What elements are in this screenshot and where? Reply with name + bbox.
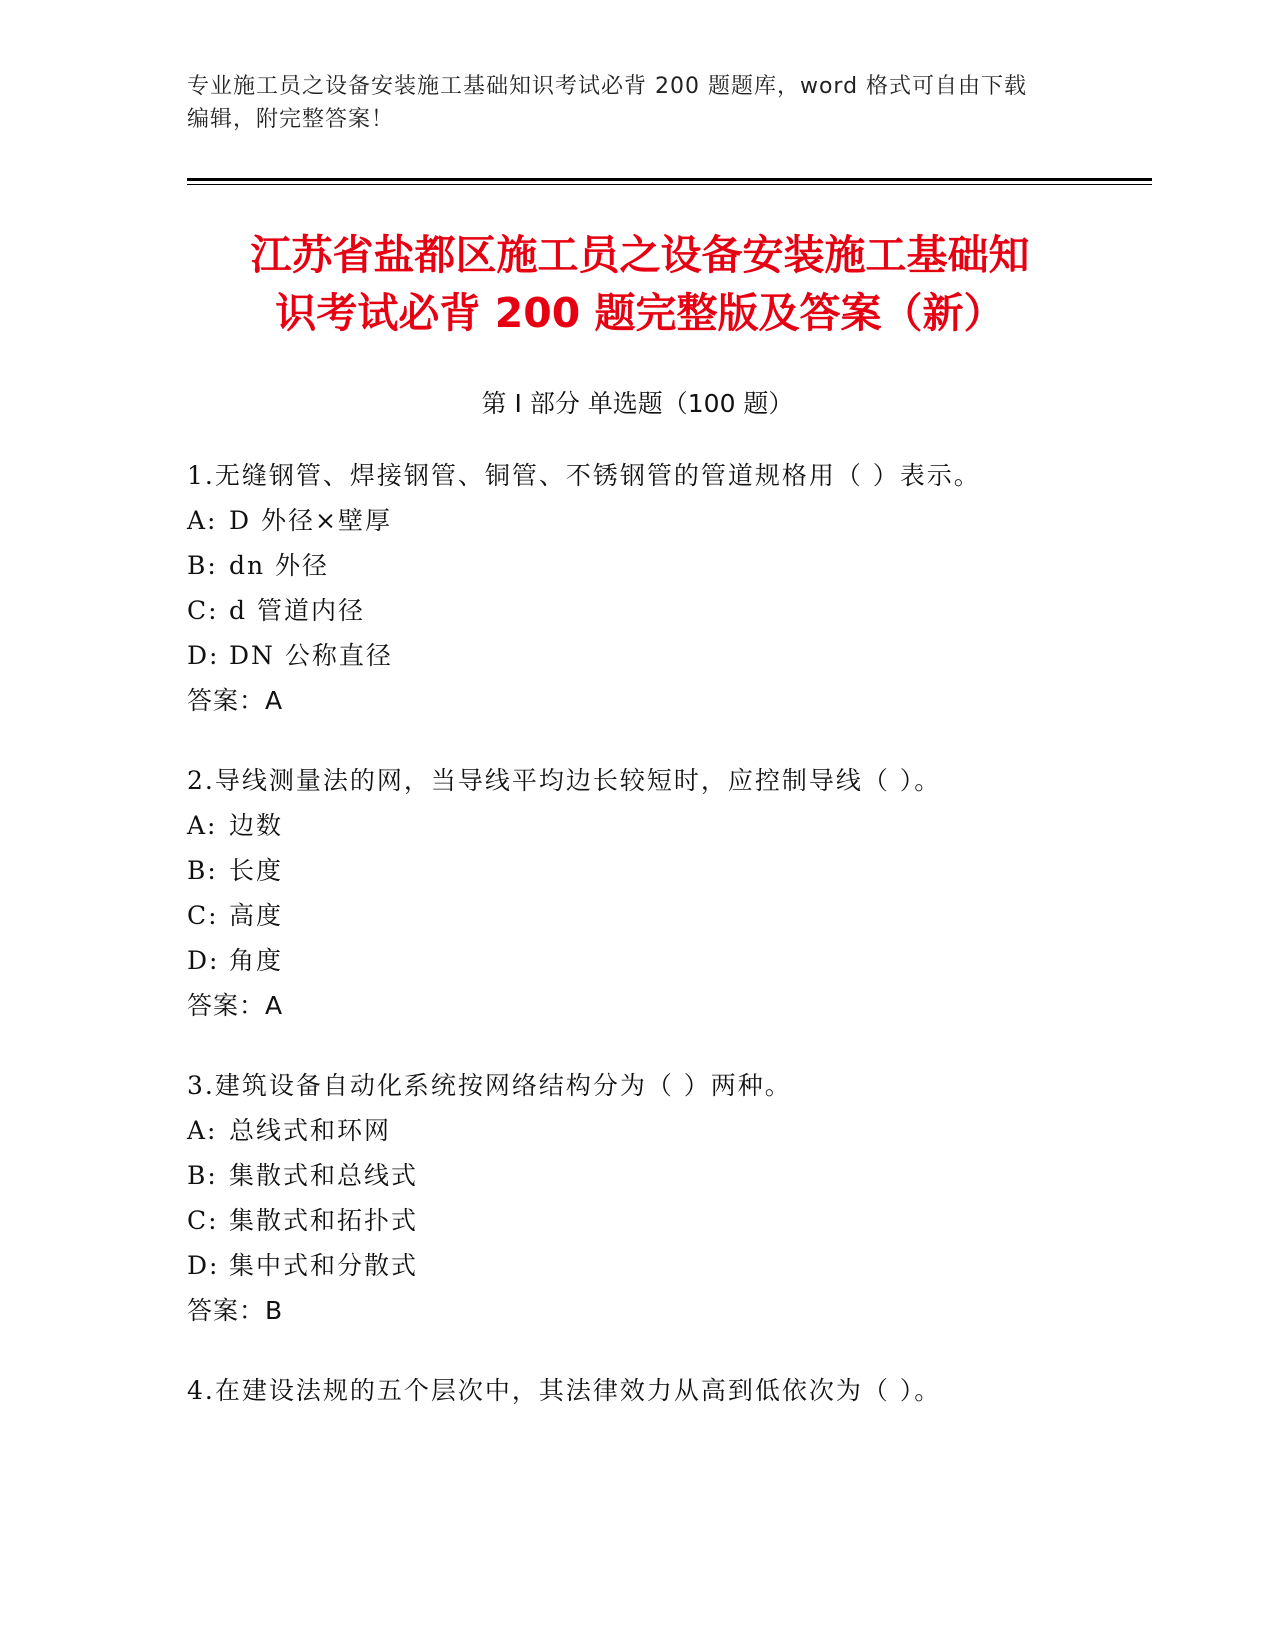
option-key: A: (187, 506, 218, 535)
answer: 答案：A (187, 686, 284, 715)
option-key: A: (187, 1116, 218, 1145)
option-b (187, 848, 1147, 893)
option-a (187, 1108, 1147, 1153)
option-d (187, 938, 1147, 983)
option-text: 集散式和拓扑式 (229, 1206, 419, 1235)
question-4 (187, 1368, 1147, 1413)
option-c (187, 1198, 1147, 1243)
option-text: 长度 (229, 856, 284, 885)
header-divider-thick (187, 178, 1152, 181)
option-key: D: (187, 1251, 220, 1280)
question-3 (187, 1063, 1147, 1333)
section-title: 第 I 部分 单选题（100 题） (481, 389, 794, 418)
option-text: 高度 (229, 901, 284, 930)
answer: 答案：A (187, 991, 284, 1020)
answer: 答案：B (187, 1296, 284, 1325)
option-key: D: (187, 946, 220, 975)
header-note-line-1: 专业施工员之设备安装施工基础知识考试必背 200 题题库，word 格式可自由下载 (187, 74, 1028, 99)
option-d (187, 1243, 1147, 1288)
option-key: C: (187, 1206, 219, 1235)
document-title-line-2: 识考试必背 200 题完整版及答案（新） (275, 289, 1005, 337)
option-text: D 外径×壁厚 (229, 506, 392, 535)
option-key: D: (187, 641, 220, 670)
question-1 (187, 453, 1147, 723)
option-text: 集散式和总线式 (229, 1161, 419, 1190)
option-key: B: (187, 856, 218, 885)
header-divider-thin (187, 184, 1152, 185)
header-note-line-2: 编辑，附完整答案！ (187, 107, 395, 132)
document-title (140, 226, 1140, 342)
option-b (187, 543, 1147, 588)
option-text: d 管道内径 (229, 596, 365, 625)
option-text: 集中式和分散式 (229, 1251, 419, 1280)
option-text: dn 外径 (229, 551, 330, 580)
option-key: C: (187, 901, 219, 930)
option-key: A: (187, 811, 218, 840)
option-a (187, 803, 1147, 848)
option-c (187, 588, 1147, 633)
option-key: B: (187, 551, 218, 580)
option-b (187, 1153, 1147, 1198)
option-c (187, 893, 1147, 938)
question-stem: 2.导线测量法的网，当导线平均边长较短时，应控制导线（ ）。 (187, 766, 942, 795)
option-text: 边数 (229, 811, 284, 840)
document-title-line-1: 江苏省盐都区施工员之设备安装施工基础知 (250, 231, 1030, 279)
option-text: 角度 (229, 946, 284, 975)
option-text: DN 公称直径 (229, 641, 393, 670)
option-d (187, 633, 1147, 678)
question-2 (187, 758, 1147, 1028)
header-note (187, 70, 1067, 136)
question-stem: 4.在建设法规的五个层次中，其法律效力从高到低依次为（ ）。 (187, 1376, 942, 1405)
option-key: B: (187, 1161, 218, 1190)
option-a (187, 498, 1147, 543)
option-key: C: (187, 596, 219, 625)
option-text: 总线式和环网 (229, 1116, 392, 1145)
question-stem: 3.建筑设备自动化系统按网络结构分为（ ）两种。 (187, 1071, 792, 1100)
question-stem: 1.无缝钢管、焊接钢管、铜管、不锈钢管的管道规格用（ ）表示。 (187, 461, 981, 490)
